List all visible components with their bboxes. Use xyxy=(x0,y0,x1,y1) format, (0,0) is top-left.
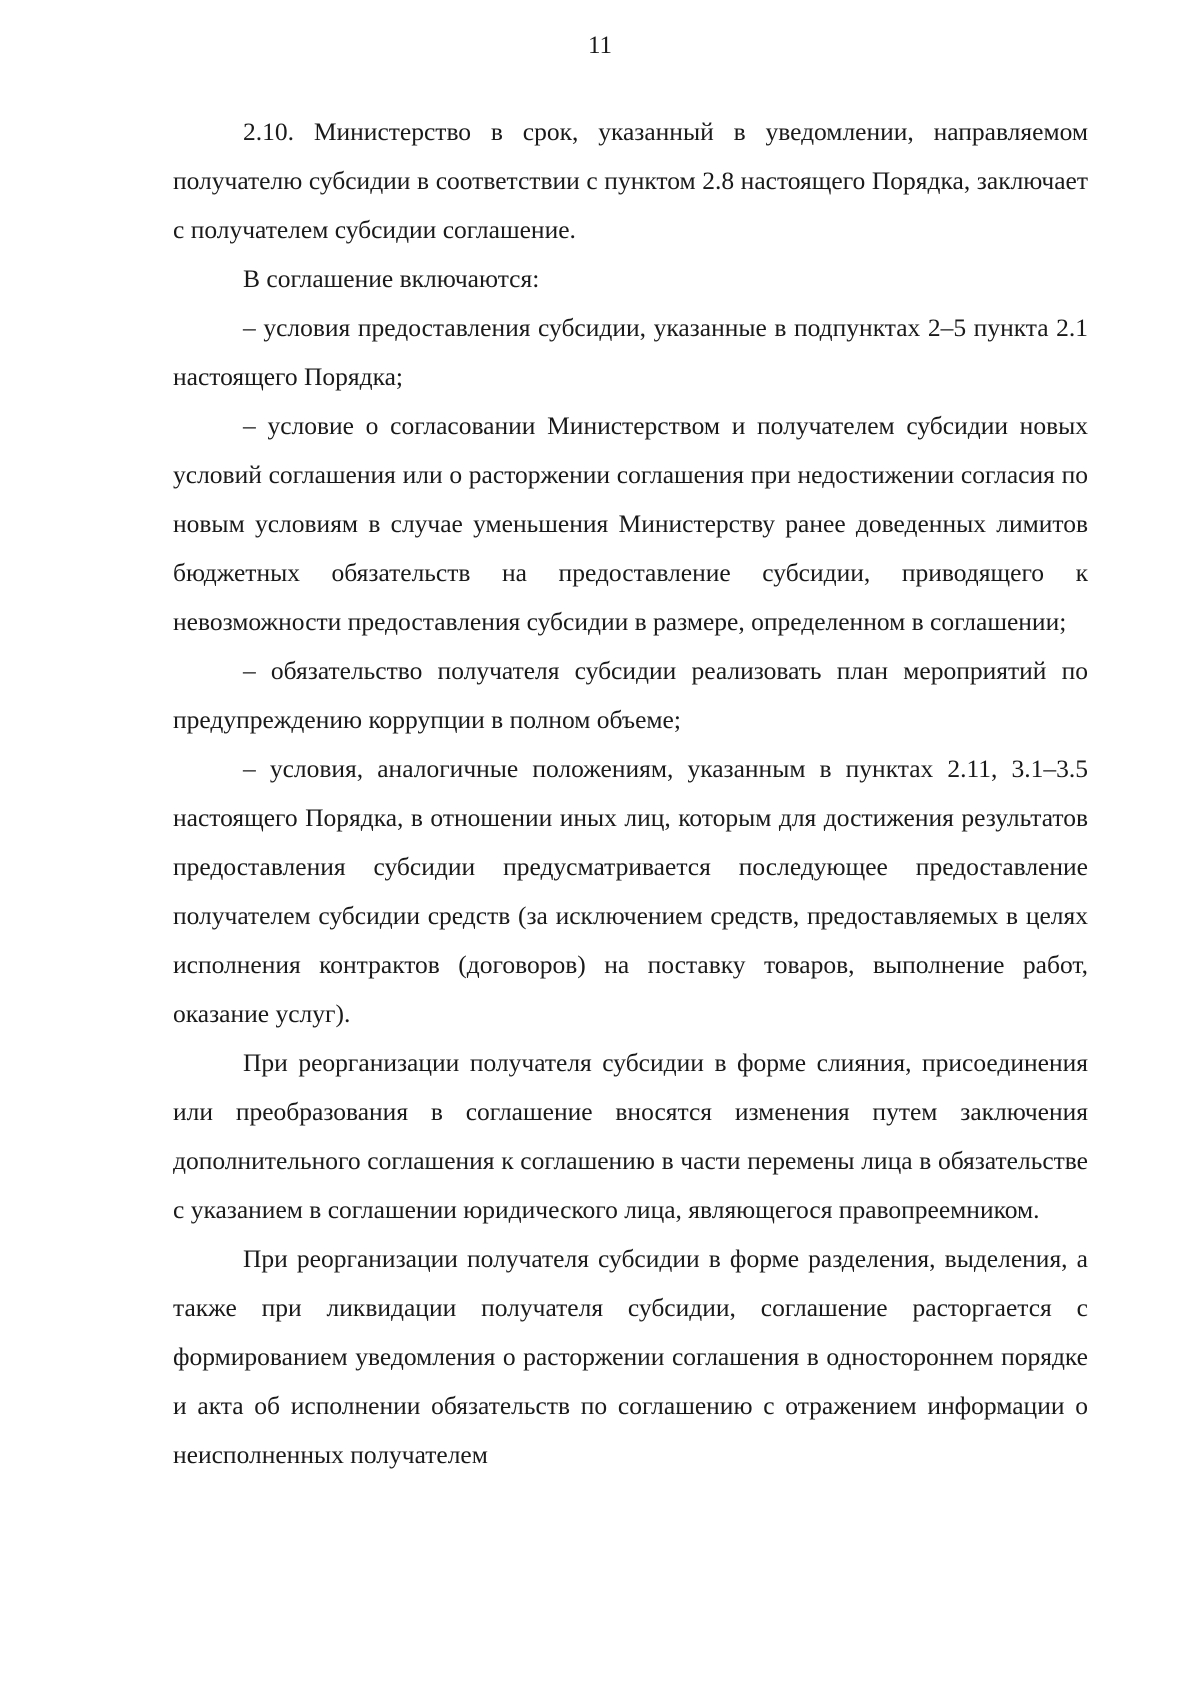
paragraph-2-10: 2.10. Министерство в срок, указанный в уведомлении, направляемом получателю субсидии в соответствии с пунктом 2.8 настоящего Порядка, заключает с получателем субсидии соглашение. xyxy=(173,117,1088,244)
paragraph-reorganization-merger: При реорганизации получателя субсидии в форме слияния, присоединения или преобразования в соглашение вносятся изменения путем заключения дополнительного соглашения к соглашению в части перемены лица в обязательстве с указанием в соглашении юридического лица, являющегося правопреемником. xyxy=(173,1048,1088,1224)
page-number: 11 xyxy=(587,32,613,59)
document-body xyxy=(173,107,1088,1479)
paragraph-similar-conditions: – условия, аналогичные положениям, указанным в пунктах 2.11, 3.1–3.5 настоящего Порядка, в отношении иных лиц, которым для достижения результатов предоставления субсидии предусматривается последующее предоставление получателем субсидии средств (за исключением средств, предоставляемых в целях исполнения контрактов (договоров) на поставку товаров, выполнение работ, оказание услуг). xyxy=(173,754,1088,1028)
paragraph-agreement-includes: В соглашение включаются: xyxy=(243,264,540,293)
paragraph-conditions-subsidy: – условия предоставления субсидии, указанные в подпунктах 2–5 пункта 2.1 настоящего Порядка; xyxy=(173,313,1088,391)
paragraph-condition-approval: – условие о согласовании Министерством и получателем субсидии новых условий соглашения или о расторжении соглашения при недостижении согласия по новым условиям в случае уменьшения Министерству ранее доведенных лимитов бюджетных обязательств на предоставление субсидии, приводящего к невозможности предоставления субсидии в размере, определенном в соглашении; xyxy=(173,411,1088,636)
paragraph-anticorruption-obligation: – обязательство получателя субсидии реализовать план мероприятий по предупреждению коррупции в полном объеме; xyxy=(173,656,1088,734)
paragraph-reorganization-division: При реорганизации получателя субсидии в форме разделения, выделения, а также при ликвидации получателя субсидии, соглашение расторгается с формированием уведомления о расторжении соглашения в одностороннем порядке и акта об исполнении обязательств по соглашению с отражением информации о неисполненных получателем xyxy=(173,1244,1088,1469)
